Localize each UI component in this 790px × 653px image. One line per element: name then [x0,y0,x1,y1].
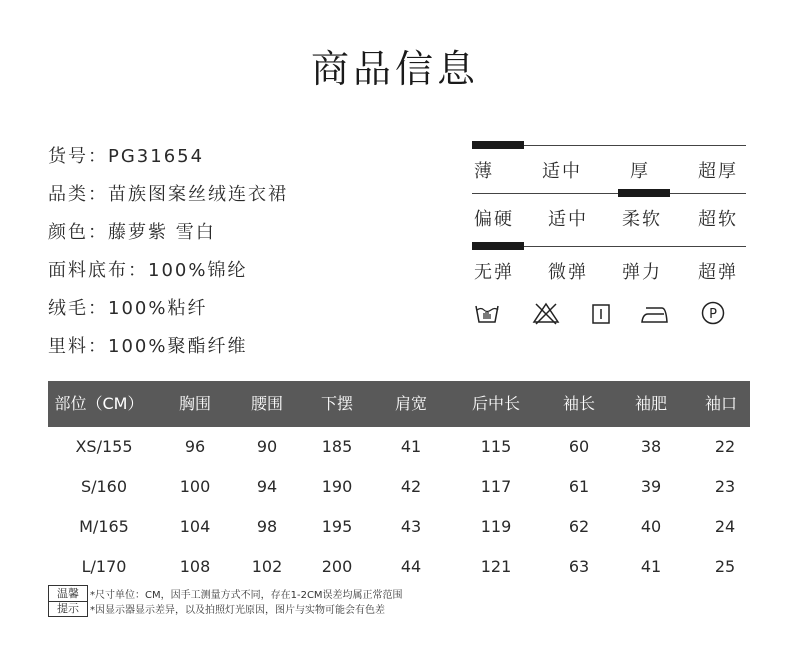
selected-marker [472,242,524,250]
table-cell: 121 [480,557,512,576]
table-cell: 22 [714,437,736,456]
thickness-row [472,145,746,195]
info-base-fabric: 面料底布：100%锦纶 [48,260,248,281]
table-cell: S/160 [80,477,128,496]
table-row [48,467,750,507]
table-cell: 25 [714,557,736,576]
table-row [48,547,750,587]
table-cell: 119 [480,517,512,536]
note-line: *因显示器显示差异，以及拍照灯光原因，图片与实物可能会有色差 [90,605,385,616]
table-cell: 63 [568,557,590,576]
table-row [48,507,750,547]
attribute-option: 超软 [698,209,738,230]
column-header: 袖口 [704,394,737,413]
attribute-option: 超厚 [698,161,738,182]
info-lining: 里料：100%聚酯纤维 [48,336,248,357]
table-cell: L/170 [81,557,127,576]
selected-marker [618,189,670,197]
table-cell: 115 [480,437,512,456]
table-cell: 41 [400,437,422,456]
iron-icon [640,300,670,326]
table-cell: 62 [568,517,590,536]
note-line: *尺寸单位：CM，因手工测量方式不同，存在1-2CM误差均属正常范围 [90,590,403,601]
table-cell: 42 [400,477,422,496]
table-cell: 38 [640,437,662,456]
column-header: 袖长 [562,394,595,413]
attribute-option: 薄 [474,161,494,182]
dry-clean-icon [700,300,726,326]
table-cell: 195 [321,517,353,536]
table-header [48,381,750,427]
divider [472,193,746,194]
table-cell: XS/155 [75,437,133,456]
table-cell: 104 [179,517,211,536]
table-cell: M/165 [79,517,129,536]
table-cell: 100 [179,477,211,496]
tips-label-box [48,585,88,617]
selected-marker [472,141,524,149]
attribute-option: 适中 [542,161,582,182]
info-pile: 绒毛：100%粘纤 [48,298,208,319]
table-cell: 185 [321,437,353,456]
column-header: 腰围 [250,394,283,413]
attribute-option: 无弹 [474,262,514,283]
table-cell: 44 [400,557,422,576]
attribute-option: 微弹 [548,262,588,283]
table-cell: 60 [568,437,590,456]
tips-label-top: 温馨 [57,587,79,600]
softness-row [472,193,746,243]
info-item-number: 货号：PG31654 [48,146,205,167]
table-cell: 94 [256,477,278,496]
table-cell: 61 [568,477,590,496]
column-header: 后中长 [471,394,520,413]
dry-clean-letter: P [709,307,717,322]
column-header: 肩宽 [394,394,427,413]
table-cell: 41 [640,557,662,576]
table-cell: 43 [400,517,422,536]
attribute-option: 偏硬 [474,209,514,230]
table-cell: 96 [184,437,206,456]
info-category: 品类：苗族图案丝绒连衣裙 [48,184,288,205]
elasticity-row [472,246,746,296]
no-bleach-icon [532,300,560,326]
size-table [48,381,750,587]
line-dry-icon [591,300,611,326]
table-cell: 40 [640,517,662,536]
table-cell: 190 [321,477,353,496]
attribute-option: 适中 [548,209,588,230]
column-header: 部位（CM） [54,394,144,413]
page-title: 商品信息 [310,47,479,91]
attribute-option: 弹力 [622,262,662,283]
info-color: 颜色：藤萝紫 雪白 [48,222,216,243]
table-cell: 90 [256,437,278,456]
tips-label-bottom: 提示 [57,602,79,615]
table-cell: 200 [321,557,353,576]
table-cell: 98 [256,517,278,536]
column-header: 袖肥 [634,394,667,413]
attribute-option: 柔软 [622,209,662,230]
column-header: 胸围 [178,394,211,413]
table-cell: 117 [480,477,512,496]
table-cell: 23 [714,477,736,496]
hand-wash-icon [474,300,500,326]
table-cell: 108 [179,557,211,576]
table-cell: 39 [640,477,662,496]
attribute-option: 超弹 [698,262,738,283]
table-row [48,427,750,467]
table-cell: 24 [714,517,736,536]
table-cell: 102 [251,557,283,576]
column-header: 下摆 [320,394,353,413]
attribute-option: 厚 [630,161,650,182]
